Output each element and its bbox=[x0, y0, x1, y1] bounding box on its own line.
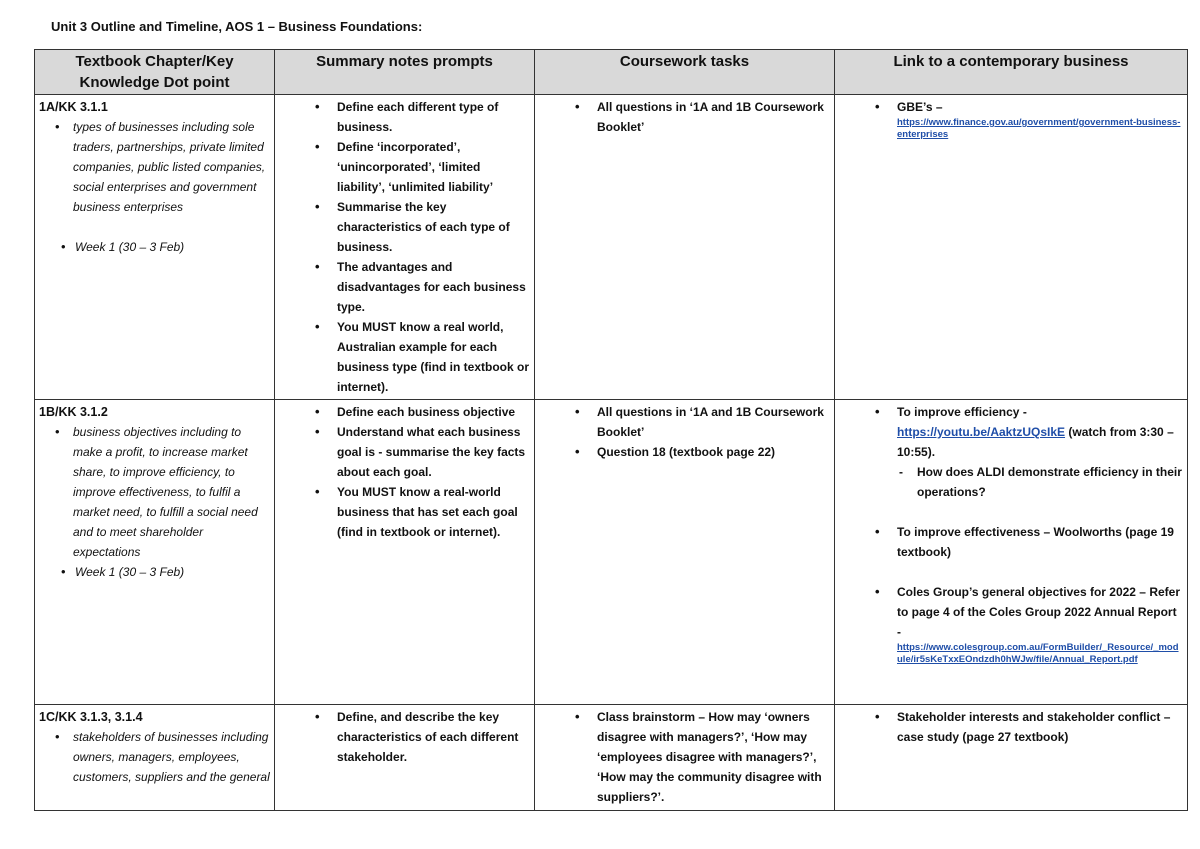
summary-cell bbox=[275, 400, 535, 705]
list-item: • You MUST know a real-world business that has set each goal (find in textbook or internet). bbox=[279, 482, 530, 542]
header-row bbox=[35, 50, 1188, 95]
table-row bbox=[35, 95, 1188, 400]
list-item bbox=[839, 97, 1183, 141]
summary-cell bbox=[275, 95, 535, 400]
header-coursework: Coursework tasks bbox=[535, 50, 835, 95]
kk-cell bbox=[35, 400, 275, 705]
efficiency-sub-question: - How does ALDI demonstrate efficiency in their operations? bbox=[897, 462, 1183, 502]
header-link: Link to a contemporary business bbox=[835, 50, 1188, 95]
kk-code: 1B/KK 3.1.2 bbox=[39, 405, 108, 419]
table-row bbox=[35, 400, 1188, 705]
week-label: • Week 1 (30 – 3 Feb) bbox=[39, 237, 270, 257]
document-title: Unit 3 Outline and Timeline, AOS 1 – Business Foundations: bbox=[51, 19, 423, 34]
kk-cell bbox=[35, 95, 275, 400]
efficiency-video-link[interactable]: https://youtu.be/AaktzUQsIkE bbox=[897, 425, 1066, 439]
kk-code: 1A/KK 3.1.1 bbox=[39, 100, 108, 114]
coursework-cell bbox=[535, 95, 835, 400]
list-item: • Summarise the key characteristics of each type of business. bbox=[279, 197, 530, 257]
kk-code: 1C/KK 3.1.3, 3.1.4 bbox=[39, 710, 143, 724]
list-item: • To improve effectiveness – Woolworths (page 19 textbook) bbox=[839, 522, 1183, 562]
list-item: • Stakeholder interests and stakeholder conflict – case study (page 27 textbook) bbox=[839, 707, 1183, 747]
link-cell bbox=[835, 400, 1188, 705]
kk-point: • stakeholders of businesses including owners, managers, employees, customers, suppliers and the general bbox=[39, 727, 270, 787]
efficiency-label: To improve efficiency - bbox=[897, 405, 1027, 419]
header-kk: Textbook Chapter/Key Knowledge Dot point bbox=[35, 50, 275, 95]
table-row bbox=[35, 705, 1188, 811]
list-item: • All questions in ‘1A and 1B Coursework Booklet’ bbox=[539, 97, 830, 137]
week-label: • Week 1 (30 – 3 Feb) bbox=[39, 562, 270, 582]
list-item bbox=[839, 582, 1183, 666]
gbe-link[interactable]: https://www.finance.gov.au/government/government-business-enterprises bbox=[897, 117, 1181, 140]
list-item: • Define, and describe the key characteristics of each different stakeholder. bbox=[279, 707, 530, 767]
list-item: • You MUST know a real world, Australian example for each business type (find in textbook or internet). bbox=[279, 317, 530, 397]
coursework-cell bbox=[535, 705, 835, 811]
list-item bbox=[839, 402, 1183, 502]
link-cell bbox=[835, 95, 1188, 400]
list-item: • Understand what each business goal is - summarise the key facts about each goal. bbox=[279, 422, 530, 482]
list-item: • Define ‘incorporated’, ‘unincorporated’, ‘limited liability’, ‘unlimited liability’ bbox=[279, 137, 530, 197]
efficiency-watch-note: (watch from 3:30 – 10:55). bbox=[897, 425, 1174, 459]
list-item: • Define each business objective bbox=[279, 402, 530, 422]
list-item: • Class brainstorm – How may ‘owners disagree with managers?’, ‘How may ‘employees disagree with managers?’, ‘How may the community disagree with suppliers?’. bbox=[539, 707, 830, 807]
list-item: • All questions in ‘1A and 1B Coursework Booklet’ bbox=[539, 402, 830, 442]
outline-table bbox=[34, 49, 1188, 811]
summary-cell bbox=[275, 705, 535, 811]
list-item: • Define each different type of business. bbox=[279, 97, 530, 137]
kk-point: • business objectives including to make a profit, to increase market share, to improve efficiency, to improve effectiveness, to fulfil a market need, to fulfill a social need and to meet shareholder expectations bbox=[39, 422, 270, 562]
list-item: • Question 18 (textbook page 22) bbox=[539, 442, 830, 462]
coles-report-link[interactable]: https://www.colesgroup.com.au/FormBuilder/_Resource/_module/ir5sKeTxxEOndzdh0hWJw/file/Annual_Report.pdf bbox=[897, 642, 1179, 665]
header-summary: Summary notes prompts bbox=[275, 50, 535, 95]
gbe-label: GBE’s – bbox=[897, 100, 943, 114]
coursework-cell bbox=[535, 400, 835, 705]
link-cell bbox=[835, 705, 1188, 811]
kk-point: • types of businesses including sole traders, partnerships, private limited companies, public listed companies, social enterprises and government business enterprises bbox=[39, 117, 270, 217]
coles-text: Coles Group’s general objectives for 2022 – Refer to page 4 of the Coles Group 2022 Annual Report - bbox=[897, 585, 1180, 639]
kk-cell bbox=[35, 705, 275, 811]
list-item: • The advantages and disadvantages for each business type. bbox=[279, 257, 530, 317]
